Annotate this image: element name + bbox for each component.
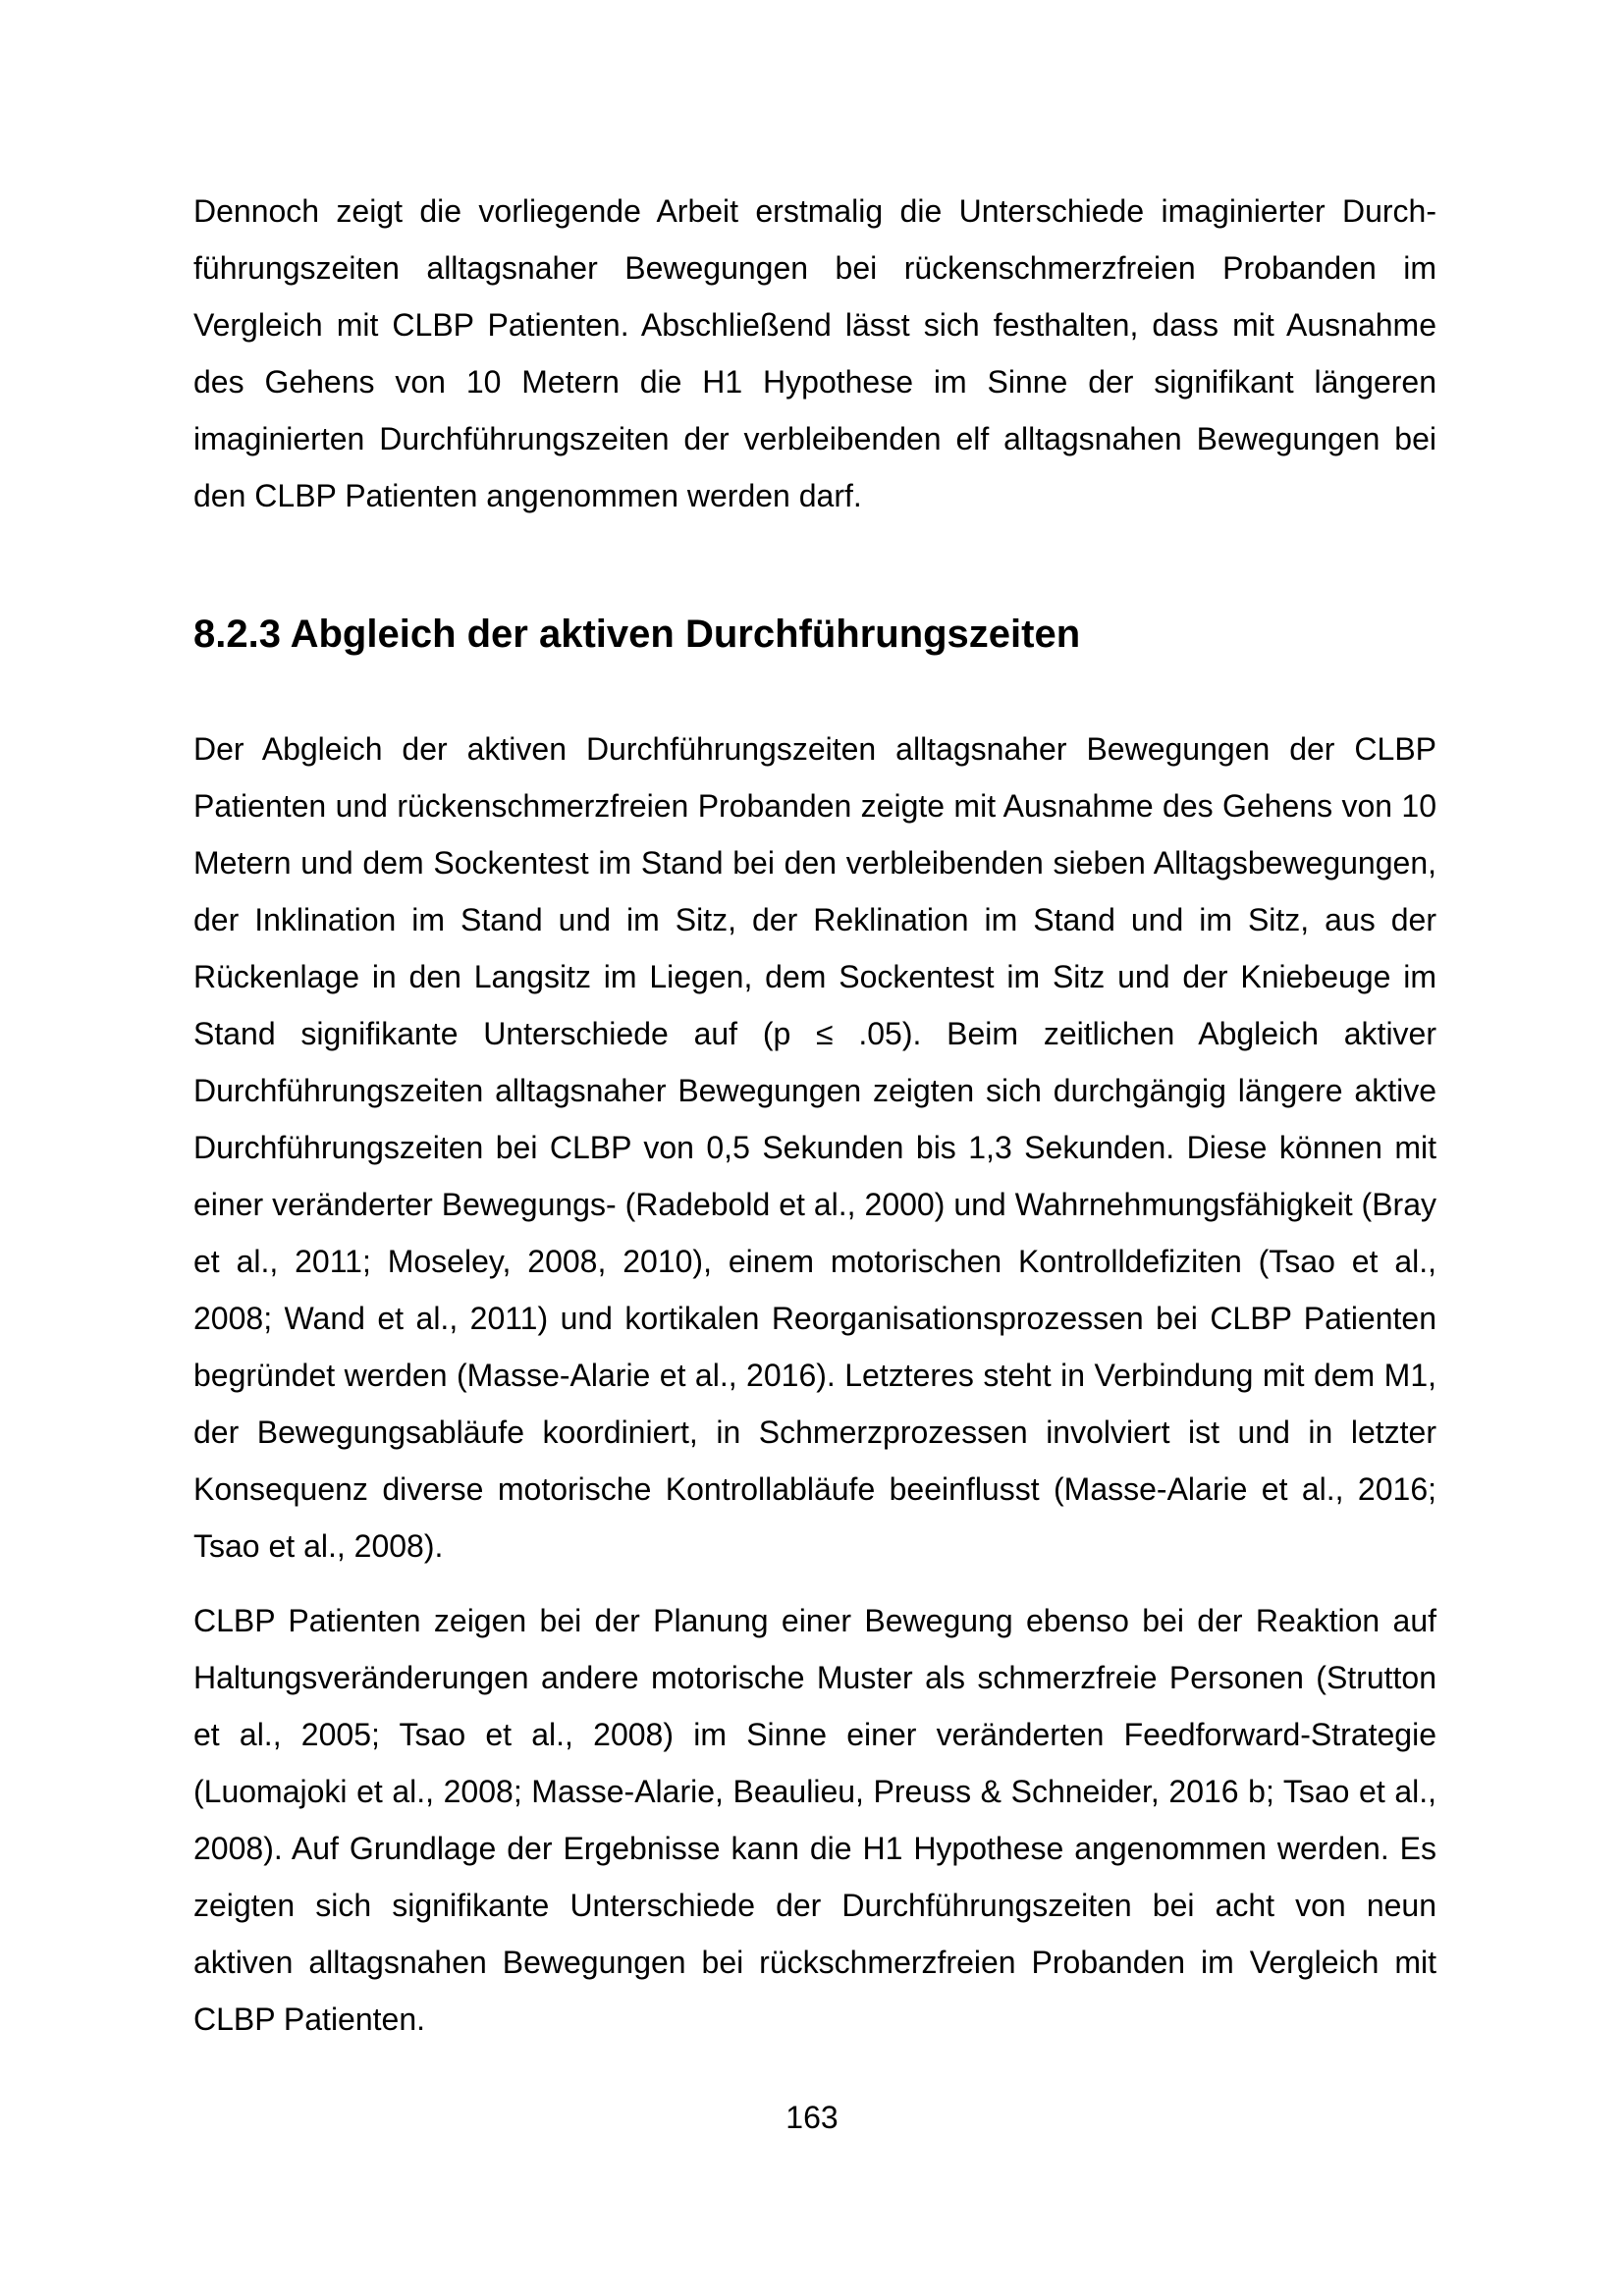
paragraph-active-times: Der Abgleich der aktiven Durchführungszeiten alltagsnaher Bewegungen der CLBP Patienten und rückenschmerzfreien Probanden zeigte mit Ausnahme des Gehens von 10 Metern und dem Sockentest im Stand bei den verbleibenden sieben Alltagsbewegungen, der Inklination im Stand und im Sitz, der Reklination im Stand und im Sitz, aus der Rückenlage in den Langsitz im Liegen, dem Sockentest im Sitz und der Kniebeuge im Stand signifikante Unterschiede auf (p ≤ .05). Beim zeitlichen Abgleich aktiver Durchführungszeiten alltagsnaher Bewegungen zeigten sich durchgängig längere aktive Durchführungszeiten bei CLBP von 0,5 Sekunden bis 1,3 Sekunden. Diese können mit einer veränderter Bewegungs- (Radebold et al., 2000) und Wahrnehmungsfähigkeit (Bray et al., 2011; Moseley, 2008, 2010), einem motorischen Kontrolldefiziten (Tsao et al., 2008; Wand et al., 2011) und kortikalen Reorganisationsprozessen bei CLBP Patienten begründet werden (Masse-Alarie et al., 2016). Letzteres steht in Verbindung mit dem M1, der Bewegungsabläufe koordiniert, in Schmerzprozessen involviert ist und in letzter Konsequenz diverse motorische Kontrollabläufe beeinflusst (Masse-Alarie et al., 2016; Tsao et al., 2008). xyxy=(193,731,1436,1564)
paragraph-motor-patterns: CLBP Patienten zeigen bei der Planung einer Bewegung ebenso bei der Reaktion auf Haltungsveränderungen andere motorische Muster als schmerzfreie Personen (Strutton et al., 2005; Tsao et al., 2008) im Sinne einer veränderten Feedforward-Strategie (Luomajoki et al., 2008; Masse-Alarie, Beaulieu, Preuss & Schneider, 2016 b; Tsao et al., 2008). Auf Grundlage der Ergebnisse kann die H1 Hypothese angenommen werden. Es zeigten sich signifikante Unterschiede der Durchführungszeiten bei acht von neun aktiven alltagsnahen Bewegungen bei rückschmerzfreien Probanden im Vergleich mit CLBP Patienten. xyxy=(193,1603,1436,2037)
page-body xyxy=(193,183,1436,524)
section-heading: 8.2.3 Abgleich der aktiven Durchführungszeiten xyxy=(193,613,1081,656)
section-body xyxy=(193,721,1436,2048)
page-number: 163 xyxy=(785,2100,839,2135)
intro-paragraph: Dennoch zeigt die vorliegende Arbeit erstmalig die Unterschiede imaginierter Durchführungszeiten alltagsnaher Bewegungen bei rückenschmerzfreien Probanden im Vergleich mit CLBP Patienten. Abschließend lässt sich festhalten, dass mit Ausnahme des Gehens von 10 Metern die H1 Hypothese im Sinne der signifikant längeren imaginierten Durchführungszeiten der verbleibenden elf alltagsnahen Bewegungen bei den CLBP Patienten angenommen werden darf. xyxy=(193,193,1436,513)
